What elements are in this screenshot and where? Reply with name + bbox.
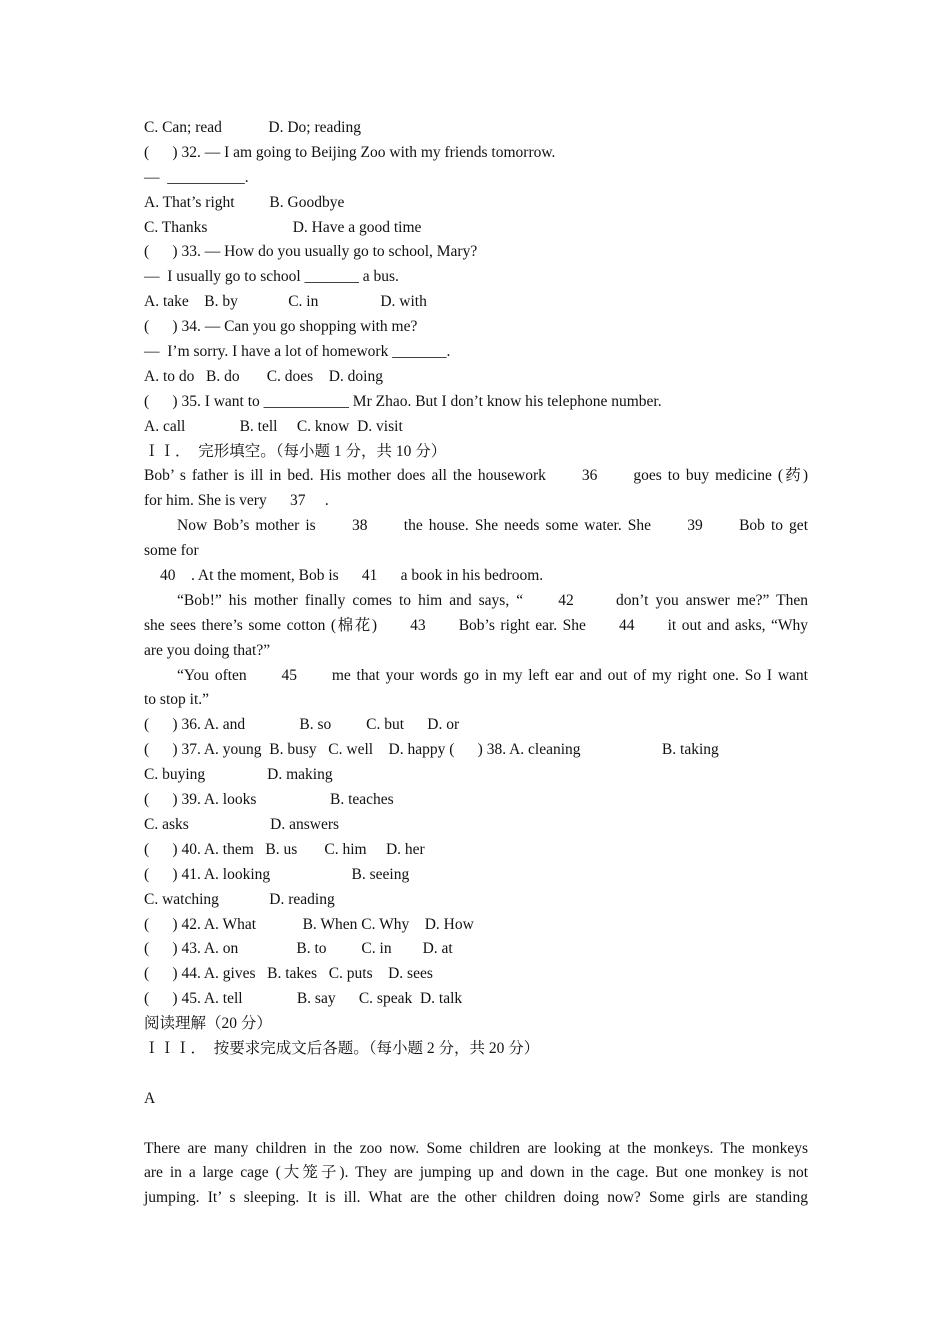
question-32: ( ) 32. — I am going to Beijing Zoo with my friends tomorrow. <box>144 143 556 161</box>
section-heading-reading: ＩＩＩ． 按要求完成文后各题。（每小题 2 分，共 20 分） <box>144 1039 540 1057</box>
option-line-32a: A. That’s right B. Goodbye <box>144 193 345 211</box>
option-line-32b: C. Thanks D. Have a good time <box>144 218 422 236</box>
passage-line: 40 . At the moment, Bob is 41 a book in his bedroom. <box>160 567 544 585</box>
passage-line: some for <box>144 542 199 560</box>
answer-line-34: — I’m sorry. I have a lot of homework _______. <box>144 343 451 361</box>
option-line-31: C. Can; read D. Do; reading <box>144 119 361 136</box>
reading-line: There are many children in the zoo now. Some children are looking at the monkeys. The monkeys <box>144 1139 808 1157</box>
cloze-options-37-38: ( ) 37. A. young B. busy C. well D. happy ( ) 38. A. cleaning B. taking <box>144 741 719 759</box>
cloze-options-44: ( ) 44. A. gives B. takes C. puts D. sees <box>144 965 433 983</box>
passage-line: for him. She is very 37 . <box>144 492 329 510</box>
option-line-34: A. to do B. do C. does D. doing <box>144 367 383 385</box>
passage-line: “Bob!” his mother finally comes to him and says, “ 42 don’t you answer me?” Then <box>177 591 808 609</box>
passage-line: are you doing that?” <box>144 641 271 659</box>
section-heading-cloze: ＩＩ． 完形填空。（每小题 1 分，共 10 分） <box>144 442 447 460</box>
cloze-options-41: ( ) 41. A. looking B. seeing <box>144 865 410 883</box>
passage-line: she sees there’s some cotton (棉花) 43 Bob’s right ear. She 44 it out and asks, “Why <box>144 616 808 634</box>
cloze-options-36: ( ) 36. A. and B. so C. but D. or <box>144 716 460 734</box>
reading-line: jumping. It’ s sleeping. It is ill. What are the other children doing now? Some girls are standing <box>144 1189 808 1207</box>
spacer <box>144 1062 808 1087</box>
passage-line: to stop it.” <box>144 691 210 709</box>
question-33: ( ) 33. — How do you usually go to school, Mary? <box>144 243 478 261</box>
reading-heading: 阅读理解（20 分） <box>144 1015 272 1033</box>
answer-line-33: — I usually go to school _______ a bus. <box>144 268 399 286</box>
cloze-options-41b: C. watching D. reading <box>144 890 335 908</box>
passage-line: Now Bob’s mother is 38 the house. She needs some water. She 39 Bob to get <box>177 517 808 535</box>
passage-label: A <box>144 1089 156 1107</box>
reading-line: are in a large cage (大笼子). They are jumping up and down in the cage. But one monkey is not <box>144 1164 808 1182</box>
passage-line: “You often 45 me that your words go in my left ear and out of my right one. So I want <box>177 666 808 684</box>
cloze-options-39b: C. asks D. answers <box>144 815 340 833</box>
cloze-options-40: ( ) 40. A. them B. us C. him D. her <box>144 840 425 858</box>
option-line-35: A. call B. tell C. know D. visit <box>144 417 403 435</box>
cloze-options-38b: C. buying D. making <box>144 766 333 784</box>
cloze-options-42: ( ) 42. A. What B. When C. Why D. How <box>144 915 474 933</box>
spacer <box>144 1112 808 1137</box>
question-35: ( ) 35. I want to ___________ Mr Zhao. But I don’t know his telephone number. <box>144 392 662 410</box>
cloze-options-43: ( ) 43. A. on B. to C. in D. at <box>144 940 453 958</box>
option-line-33: A. take B. by C. in D. with <box>144 293 427 311</box>
cloze-options-45: ( ) 45. A. tell B. say C. speak D. talk <box>144 990 463 1008</box>
cloze-options-39: ( ) 39. A. looks B. teaches <box>144 791 394 809</box>
passage-line: Bob’ s father is ill in bed. His mother does all the housework 36 goes to buy medicine (药) <box>144 467 808 485</box>
question-34: ( ) 34. — Can you go shopping with me? <box>144 318 418 336</box>
document-page <box>144 116 808 1211</box>
answer-line-32: — __________. <box>144 168 249 186</box>
